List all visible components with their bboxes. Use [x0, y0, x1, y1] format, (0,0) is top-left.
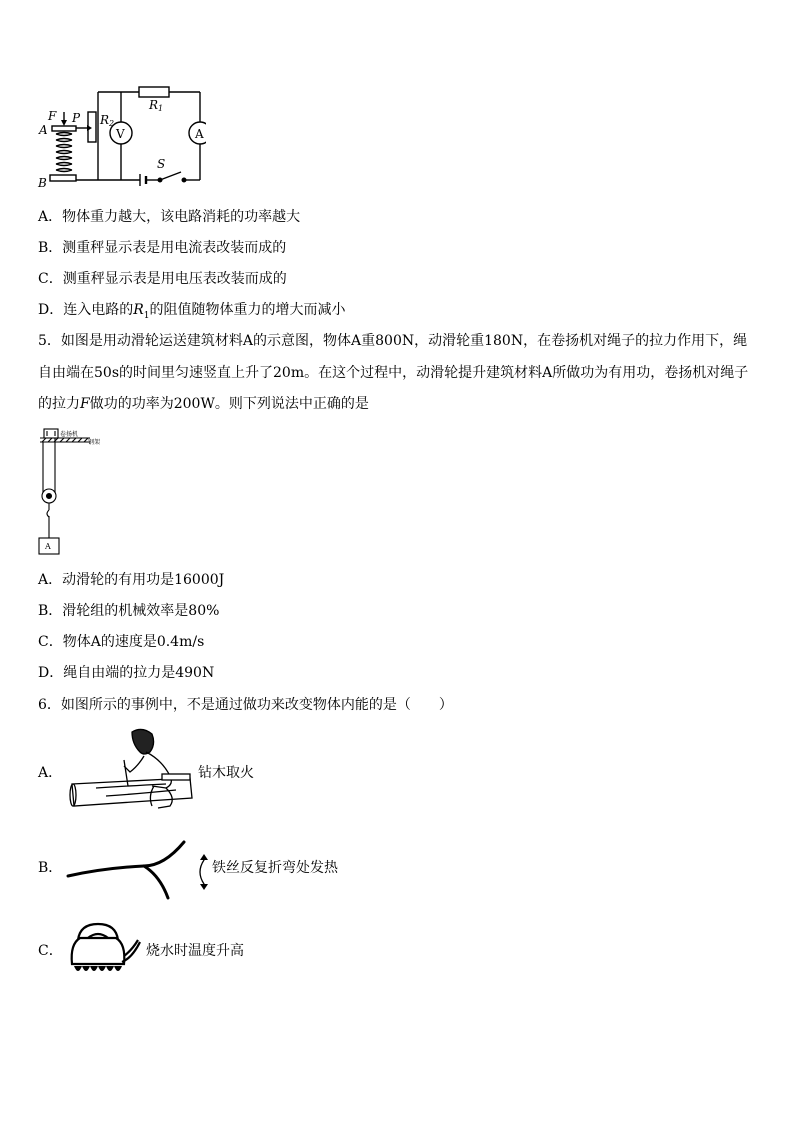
q4-option-c: C．测重秤显示表是用电压表改装而成的 — [38, 271, 287, 287]
pulley-diagram — [36, 424, 126, 556]
circuit-diagram — [36, 84, 206, 194]
q5-stem-line-1: 5．如图是用动滑轮运送建筑材料A的示意图，物体A重800N，动滑轮重180N，在卷扬机对绳子的拉力作用下，绳 — [38, 333, 748, 349]
q6-stem: 6．如图所示的事例中，不是通过做功来改变物体内能的是（ ） — [38, 697, 453, 713]
q5-option-b: B．滑轮组的机械效率是80% — [38, 603, 220, 619]
force-label: F — [48, 109, 57, 123]
frame-label: 钢架 — [88, 439, 101, 446]
q5-option-a: A．动滑轮的有用功是16000J — [38, 572, 225, 588]
q5-stem-3-var: F — [80, 396, 90, 412]
voltmeter-label: V — [116, 127, 125, 141]
point-b-label: B — [38, 176, 47, 190]
block-a-label: A — [45, 542, 51, 551]
q5-option-d: D．绳自由端的拉力是490N — [38, 665, 215, 681]
bending-wire-illustration — [64, 836, 214, 902]
q4-option-d — [38, 300, 346, 326]
q4-option-d-var: R — [133, 302, 144, 318]
kettle-illustration — [66, 920, 142, 978]
point-a-label: A — [39, 123, 48, 137]
q5-option-c: C．物体A的速度是0.4m/s — [38, 634, 205, 650]
drilling-wood-illustration — [66, 726, 196, 810]
q4-option-b: B．测重秤显示表是用电流表改装而成的 — [38, 240, 287, 256]
q6-option-a-caption: 钻木取火 — [198, 765, 254, 781]
switch-label: S — [157, 157, 166, 171]
q4-option-a: A．物体重力越大，该电路消耗的功率越大 — [38, 209, 301, 225]
q6-option-b-caption: 铁丝反复折弯处发热 — [212, 860, 338, 876]
winch-label: 卷扬机 — [60, 431, 79, 438]
q4-option-d-suffix: 的阻值随物体重力的增大而减小 — [149, 302, 346, 318]
r1-label: R1 — [149, 98, 164, 113]
q6-option-c-caption: 烧水时温度升高 — [146, 943, 244, 959]
q5-stem-line-3 — [38, 394, 369, 414]
q5-stem-3-prefix: 的拉力 — [38, 396, 80, 412]
q6-option-a-letter: A． — [38, 765, 63, 781]
ammeter-label: A — [195, 127, 204, 141]
q4-option-d-sub: 1 — [143, 310, 150, 321]
q6-option-b-letter: B． — [38, 860, 63, 876]
q6-option-c-letter: C． — [38, 943, 63, 959]
q5-stem-line-2: 自由端在50s的时间里匀速竖直上升了20m。在这个过程中，动滑轮提升建筑材料A所做功为有用功，卷扬机对绳子 — [38, 365, 749, 381]
r2-label: R2 — [100, 113, 115, 128]
slider-label: P — [72, 111, 81, 125]
q4-option-d-prefix: D．连入电路的 — [38, 302, 134, 318]
q5-stem-3-suffix: 做功的功率为200W。则下列说法中正确的是 — [89, 396, 369, 412]
